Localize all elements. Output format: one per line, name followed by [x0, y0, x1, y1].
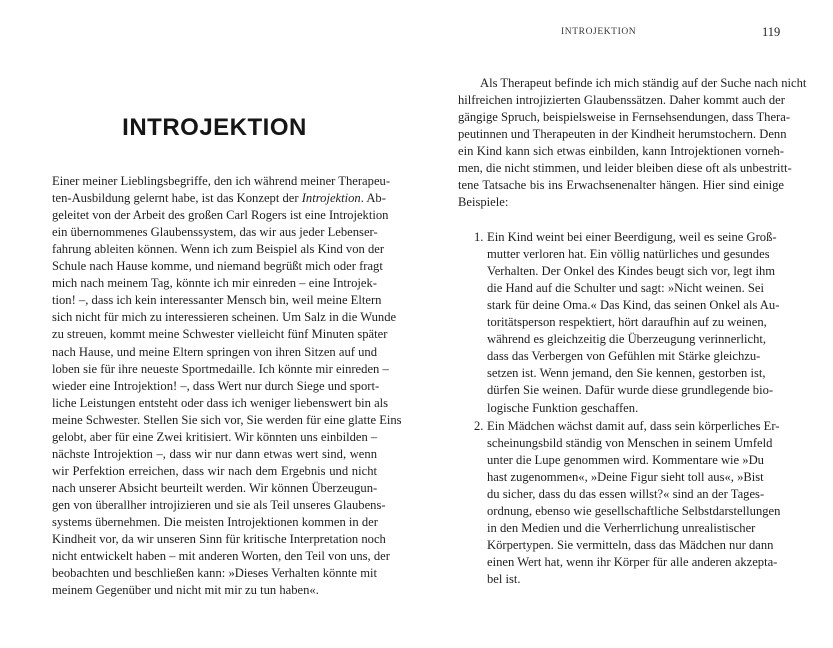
list-item-line: die Hand auf die Schulter und sagt: »Nicht weinen. Sei: [487, 281, 764, 296]
running-head: INTROJEKTION: [561, 27, 637, 37]
list-item-line: du sicher, dass du das essen willst?« sind an der Tages-: [487, 487, 765, 502]
left-text-line: nach unserer Absicht beurteilt werden. Wir können Überzeugun-: [52, 480, 378, 495]
left-text-line: wieder eine Introjektion! –, dass Wert nur durch Siege und sport-: [52, 378, 380, 393]
list-item-line: während es gleichzeitig die Überzeugung verinnerlicht,: [487, 332, 767, 347]
list-item-line: setzen ist. Wenn jemand, den Sie kennen, gestorben ist,: [487, 366, 766, 381]
right-intro-line: ein Kind kann sich etwas einbilden, kann Introjektionen vorneh-: [458, 144, 784, 159]
left-text-line: liche Leistungen entsteht oder dass ich weniger liebenswert bin als: [52, 395, 389, 410]
list-item-number: 1.: [474, 230, 484, 244]
left-text-line: ten-Ausbildung gelernt habe, ist das Konzept der Introjektion. Ab-: [52, 191, 386, 206]
left-text-line: sich nicht für mich zu interessieren scheinen. Um Salz in die Wunde: [52, 310, 397, 325]
list-item-line: toritätsperson respektiert, hört daraufhin auf zu weinen,: [487, 315, 767, 330]
left-text-line: meinem Gegenüber und nicht mit mir zu tun haben«.: [52, 583, 319, 598]
left-text-line: mich nach meinem Tag, könnte ich mir einreden – eine Introjek-: [52, 276, 377, 291]
list-item-line: stark für deine Oma.« Das Kind, das seinen Onkel als Au-: [487, 298, 780, 313]
left-text-line: geleitet von der Arbeit des großen Carl Rogers ist eine Introjektion: [52, 208, 389, 223]
left-text-line: zu streuen, kommt meine Schwester vielleicht fünf Minuten später: [52, 327, 388, 342]
left-text-line: Kindheit vor, da wir unseren Sinn für kritische Interpretation noch: [52, 532, 386, 547]
list-item-line: in den Medien und die Verherrlichung unrealistischer: [487, 521, 756, 536]
list-item-line: Verhalten. Der Onkel des Kindes beugt sich vor, legt ihm: [487, 264, 776, 279]
right-intro-line: gängige Spruch, beispielsweise in Fernsehsendungen, dass Thera-: [458, 110, 791, 125]
list-item-line: Ein Mädchen wächst damit auf, dass sein körperliches Er-: [487, 419, 780, 433]
list-item-number: 2.: [474, 419, 484, 433]
left-text-line: beobachten und beschließen kann: »Dieses Verhalten könnte mit: [52, 566, 377, 581]
left-text-line: meine Schwester. Stellen Sie sich vor, Sie werden für eine glatte Eins: [52, 412, 402, 427]
list-item-line: scheinungsbild ständig von Menschen in seinem Umfeld: [487, 436, 773, 451]
list-item-line: Ein Kind weint bei einer Beerdigung, weil es seine Groß-: [487, 230, 777, 244]
left-text-line: gelobt, aber für eine Zwei kritisiert. Wir könnten uns einbilden –: [52, 429, 378, 444]
chapter-title: INTROJEKTION: [122, 114, 307, 141]
left-text-line: Einer meiner Lieblingsbegriffe, den ich während meiner Therapeu-: [52, 174, 391, 188]
left-text-line: nicht entwickelt haben – mit anderen Worten, den Teil von uns, der: [52, 549, 390, 564]
left-text-line: Schule nach Hause komme, und niemand begrüßt mich oder fragt: [52, 259, 383, 274]
right-intro-line: Als Therapeut befinde ich mich ständig auf der Suche nach nicht: [480, 76, 807, 90]
list-item-line: Körpertypen. Sie vermitteln, dass das Mädchen nur dann: [487, 538, 774, 553]
list-item-line: mutter verloren hat. Ein völlig natürliches und gesundes: [487, 247, 770, 262]
right-intro-line: hilfreichen introjizierten Glaubenssätzen. Daher kommt auch der: [458, 93, 785, 108]
page-number: 119: [762, 25, 781, 39]
left-text-line: systems übernehmen. Die meisten Introjektionen kommen in der: [52, 515, 378, 529]
right-intro-line: tene Tatsache bis ins Erwachsenenalter hängen. Hier sind einige: [458, 178, 784, 193]
emphasized-term: Introjektion: [301, 191, 361, 206]
list-item-line: bel ist.: [487, 572, 521, 587]
list-item-line: dass das Verbergen von Gefühlen mit Stärke gleichzu-: [487, 349, 761, 364]
left-text-line: ein übernommenes Glaubenssystem, das wir aus jeder Lebenser-: [52, 225, 378, 240]
list-item-line: logische Funktion geschaffen.: [487, 400, 639, 415]
left-text-line: gen von überallher introjizieren und sie als Teil unseres Glaubens-: [52, 497, 386, 512]
right-intro-line: peutinnen und Therapeuten in der Kindheit herumstochern. Denn: [458, 127, 787, 142]
left-text-line: nach Hause, und meine Eltern springen von ihren Sitzen auf und: [52, 344, 377, 359]
list-item-line: dürfen Sie weinen. Dafür wurde diese grundlegende bio-: [487, 383, 774, 398]
left-text-line: tion! –, dass ich kein interessanter Mensch bin, weil meine Eltern: [52, 293, 382, 308]
left-text-line: nächste Introjektion –, dass wir nur dann etwas wert sind, wenn: [52, 446, 377, 461]
left-text-line: loben sie für ihre neueste Sportmedaille. Ich könnte mir einreden –: [52, 361, 389, 376]
list-item-line: hast zugenommen«, »Deine Figur sieht toll aus«, »Bist: [487, 470, 764, 485]
list-item-line: unter die Lupe genommen wird. Kommentare wie »Du: [487, 453, 764, 468]
right-intro-line: men, die nicht stimmen, und leider bleiben diese oft als unbestritt-: [458, 161, 792, 176]
list-item-line: einen Wert hat, wenn ihr Körper für alle anderen akzepta-: [487, 555, 778, 570]
left-text-line: fahrung ableiten können. Wenn ich zum Beispiel als Kind von der: [52, 242, 385, 257]
list-item-line: ordnung, ebenso wie gesellschaftliche Selbstdarstellungen: [487, 504, 781, 519]
right-intro-line: Beispiele:: [458, 195, 509, 210]
left-text-line: wir Perfektion erreichen, dass wir nach dem Ergebnis und nicht: [52, 463, 377, 478]
